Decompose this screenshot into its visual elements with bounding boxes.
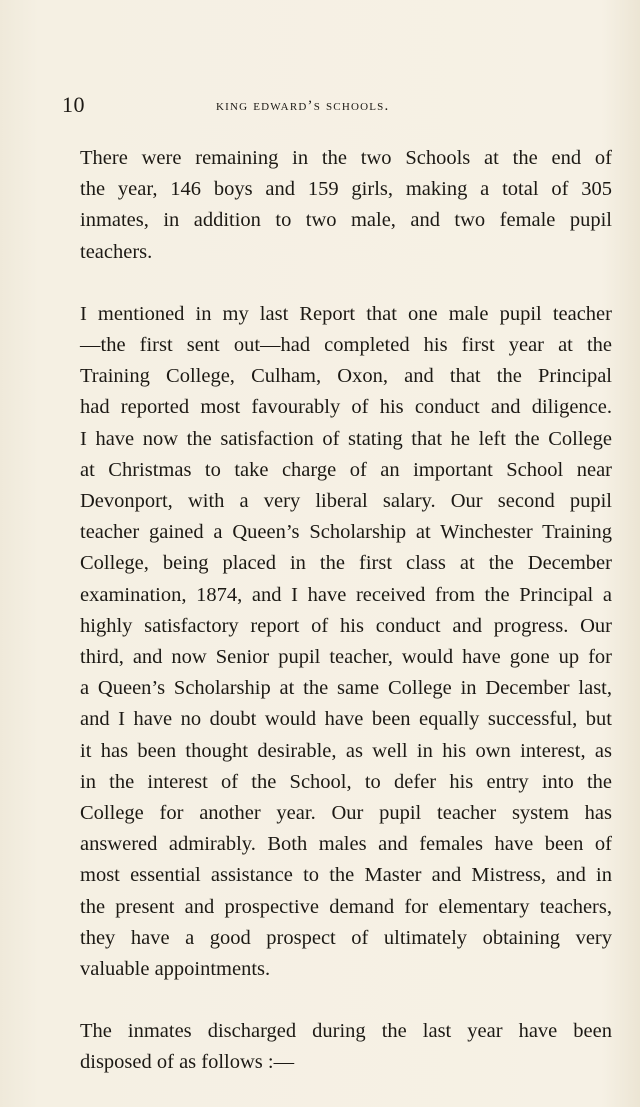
text-line: College, being placed in the first class at the December: [80, 552, 612, 575]
text-line: in the interest of the School, to defer his entry into the: [80, 770, 612, 793]
paragraph-1: [80, 143, 612, 268]
text-line: the year, 146 boys and 159 girls, making a total of 305: [80, 178, 612, 201]
text-line: and I have no doubt would have been equally successful, but: [80, 708, 612, 731]
text-line: teachers.: [80, 240, 153, 263]
text-line: highly satisfactory report of his conduct and progress. Our: [80, 614, 612, 637]
text-line: I mentioned in my last Report that one male pupil teacher: [80, 302, 612, 325]
text-line: they have a good prospect of ultimately obtaining very: [80, 926, 612, 949]
text-line: at Christmas to take charge of an important School near: [80, 458, 612, 481]
text-line: examination, 1874, and I have received from the Principal a: [80, 583, 612, 606]
paragraph-2: [80, 299, 612, 985]
text-line: teacher gained a Queen’s Scholarship at Winchester Training: [80, 521, 612, 544]
text-line: There were remaining in the two Schools at the end of: [80, 147, 612, 169]
running-head: king edward’s schools.: [216, 98, 390, 114]
text-line: College for another year. Our pupil teacher system has: [80, 802, 612, 825]
body-text: [80, 143, 612, 1079]
text-line: answered admirably. Both males and females have been of: [80, 833, 612, 856]
text-line: disposed of as follows :—: [80, 1051, 295, 1074]
text-line: I have now the satisfaction of stating that he left the College: [80, 427, 612, 450]
text-line: valuable appointments.: [80, 958, 271, 981]
text-line: Devonport, with a very liberal salary. Our second pupil: [80, 490, 612, 513]
text-line: the present and prospective demand for elementary teachers,: [80, 895, 612, 918]
text-line: it has been thought desirable, as well in his own interest, as: [80, 739, 612, 762]
text-line: The inmates discharged during the last year have been: [80, 1020, 612, 1043]
paragraph-3: [80, 1016, 612, 1078]
text-line: had reported most favourably of his conduct and diligence.: [80, 396, 612, 419]
text-line: third, and now Senior pupil teacher, would have gone up for: [80, 646, 612, 669]
page-number: 10: [62, 92, 85, 117]
text-line: —the first sent out—had completed his first year at the: [80, 334, 612, 357]
text-line: inmates, in addition to two male, and two female pupil: [80, 209, 612, 232]
text-line: Training College, Culham, Oxon, and that the Principal: [80, 365, 612, 388]
page-header: [0, 92, 640, 122]
text-line: a Queen’s Scholarship at the same College in December last,: [80, 677, 612, 700]
text-line: most essential assistance to the Master and Mistress, and in: [80, 864, 612, 887]
